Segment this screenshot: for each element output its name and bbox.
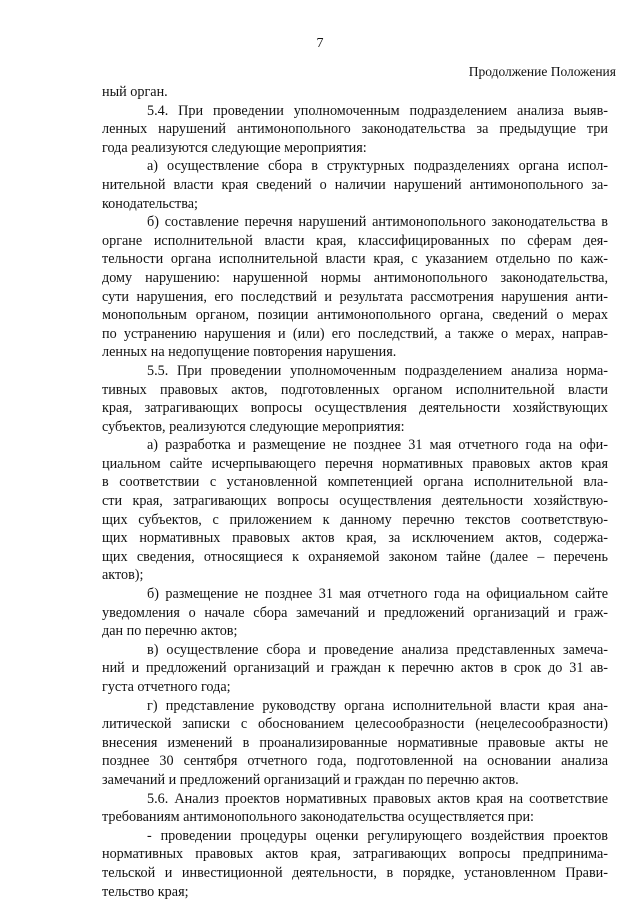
text-line: а) осуществление сбора в структурных подразделениях органа испол- <box>147 158 608 175</box>
text-line: требованиям антимонопольного законодательства осуществляется при: <box>102 809 534 826</box>
text-line: монопольным органом, позиции антимонопольного органа, сведений о мерах <box>102 307 608 324</box>
text-line: внесения изменений в проанализированные нормативные правовые акты не <box>102 734 608 751</box>
text-line: замечаний и предложений организаций и граждан по перечню актов. <box>102 771 519 788</box>
text-line: нормативных правовых актов края, затрагивающих вопросы предпринима- <box>102 846 608 863</box>
text-line: б) размещение не позднее 31 мая отчетного года на официальном сайте <box>147 586 608 603</box>
text-line: сути нарушения, его последствий и результата рассмотрения нарушения анти- <box>102 288 608 305</box>
text-line: 5.5. При проведении уполномоченным подразделением анализа норма- <box>147 362 608 379</box>
text-line: в соответствии с установленной компетенцией органа исполнительной вла- <box>102 474 608 491</box>
text-line: ный орган. <box>102 84 168 100</box>
text-line: циальном сайте исчерпывающего перечня нормативных правовых актов края <box>102 455 608 472</box>
text-line: густа отчетного года; <box>102 679 231 695</box>
text-line: ний и предложений организаций и граждан к перечню актов в срок до 31 ав- <box>102 660 608 677</box>
text-line: тельской и инвестиционной деятельности, в порядке, установленном Прави- <box>102 864 608 881</box>
text-line: уведомления о начале сбора замечаний и предложений организаций и граж- <box>102 604 608 621</box>
text-line: по устранению нарушения и (или) его последствий, а также о мерах, направ- <box>102 325 608 342</box>
text-line: нительной власти края сведений о наличии нарушений антимонопольного за- <box>102 176 608 193</box>
text-line: ленных на недопущение повторения нарушения. <box>102 344 397 361</box>
body-text <box>102 83 608 901</box>
text-line: органе исполнительной власти края, классифицированных по сферам дея- <box>102 232 608 249</box>
text-line: конодательства; <box>102 195 198 212</box>
text-line: ленных нарушений антимонопольного законодательства за предыдущие три <box>102 121 608 138</box>
text-line: актов); <box>102 567 144 584</box>
text-line: щих сведения, относящиеся к охраняемой законом тайне (далее – перечень <box>102 548 608 565</box>
text-line: позднее 30 сентября отчетного года, подготовленной на основании анализа <box>102 753 608 770</box>
page-number: 7 <box>316 36 324 51</box>
text-line: сти края, затрагивающих вопросы осуществления деятельности хозяйствую- <box>102 493 608 510</box>
text-line: б) составление перечня нарушений антимонопольного законодательства в <box>147 214 608 231</box>
text-line: дан по перечню актов; <box>102 623 238 640</box>
text-line: г) представление руководству органа исполнительной власти края ана- <box>147 697 608 714</box>
text-line: тельство края; <box>102 883 189 900</box>
text-line: субъектов, реализуются следующие мероприятия: <box>102 418 405 435</box>
text-line: - проведении процедуры оценки регулирующего воздействия проектов <box>147 827 608 844</box>
text-line: а) разработка и размещение не позднее 31 мая отчетного года на офи- <box>147 437 608 454</box>
text-line: тельности органа исполнительной власти края, с указанием отдельно по каж- <box>102 251 608 268</box>
text-line: тивных правовых актов, подготовленных органом исполнительной власти <box>102 381 608 398</box>
text-line: 5.4. При проведении уполномоченным подразделением анализа выяв- <box>147 102 608 119</box>
text-line: дому нарушению: нарушенной нормы антимонопольного законодательства, <box>102 269 608 286</box>
text-line: в) осуществление сбора и проведение анализа представленных замеча- <box>147 641 608 658</box>
running-head: Продолжение Положения <box>468 64 616 79</box>
text-line: литической записки с обоснованием целесообразности (нецелесообразности) <box>102 716 608 733</box>
text-line: 5.6. Анализ проектов нормативных правовых актов края на соответствие <box>147 790 608 807</box>
text-line: края, затрагивающих вопросы осуществления деятельности хозяйствующих <box>102 400 608 417</box>
text-line: щих нормативных правовых актов края, за исключением актов, содержа- <box>102 530 608 547</box>
text-line: года реализуются следующие мероприятия: <box>102 139 367 156</box>
text-line: щих субъектов, с приложением к данному перечню текстов соответствую- <box>102 511 608 528</box>
